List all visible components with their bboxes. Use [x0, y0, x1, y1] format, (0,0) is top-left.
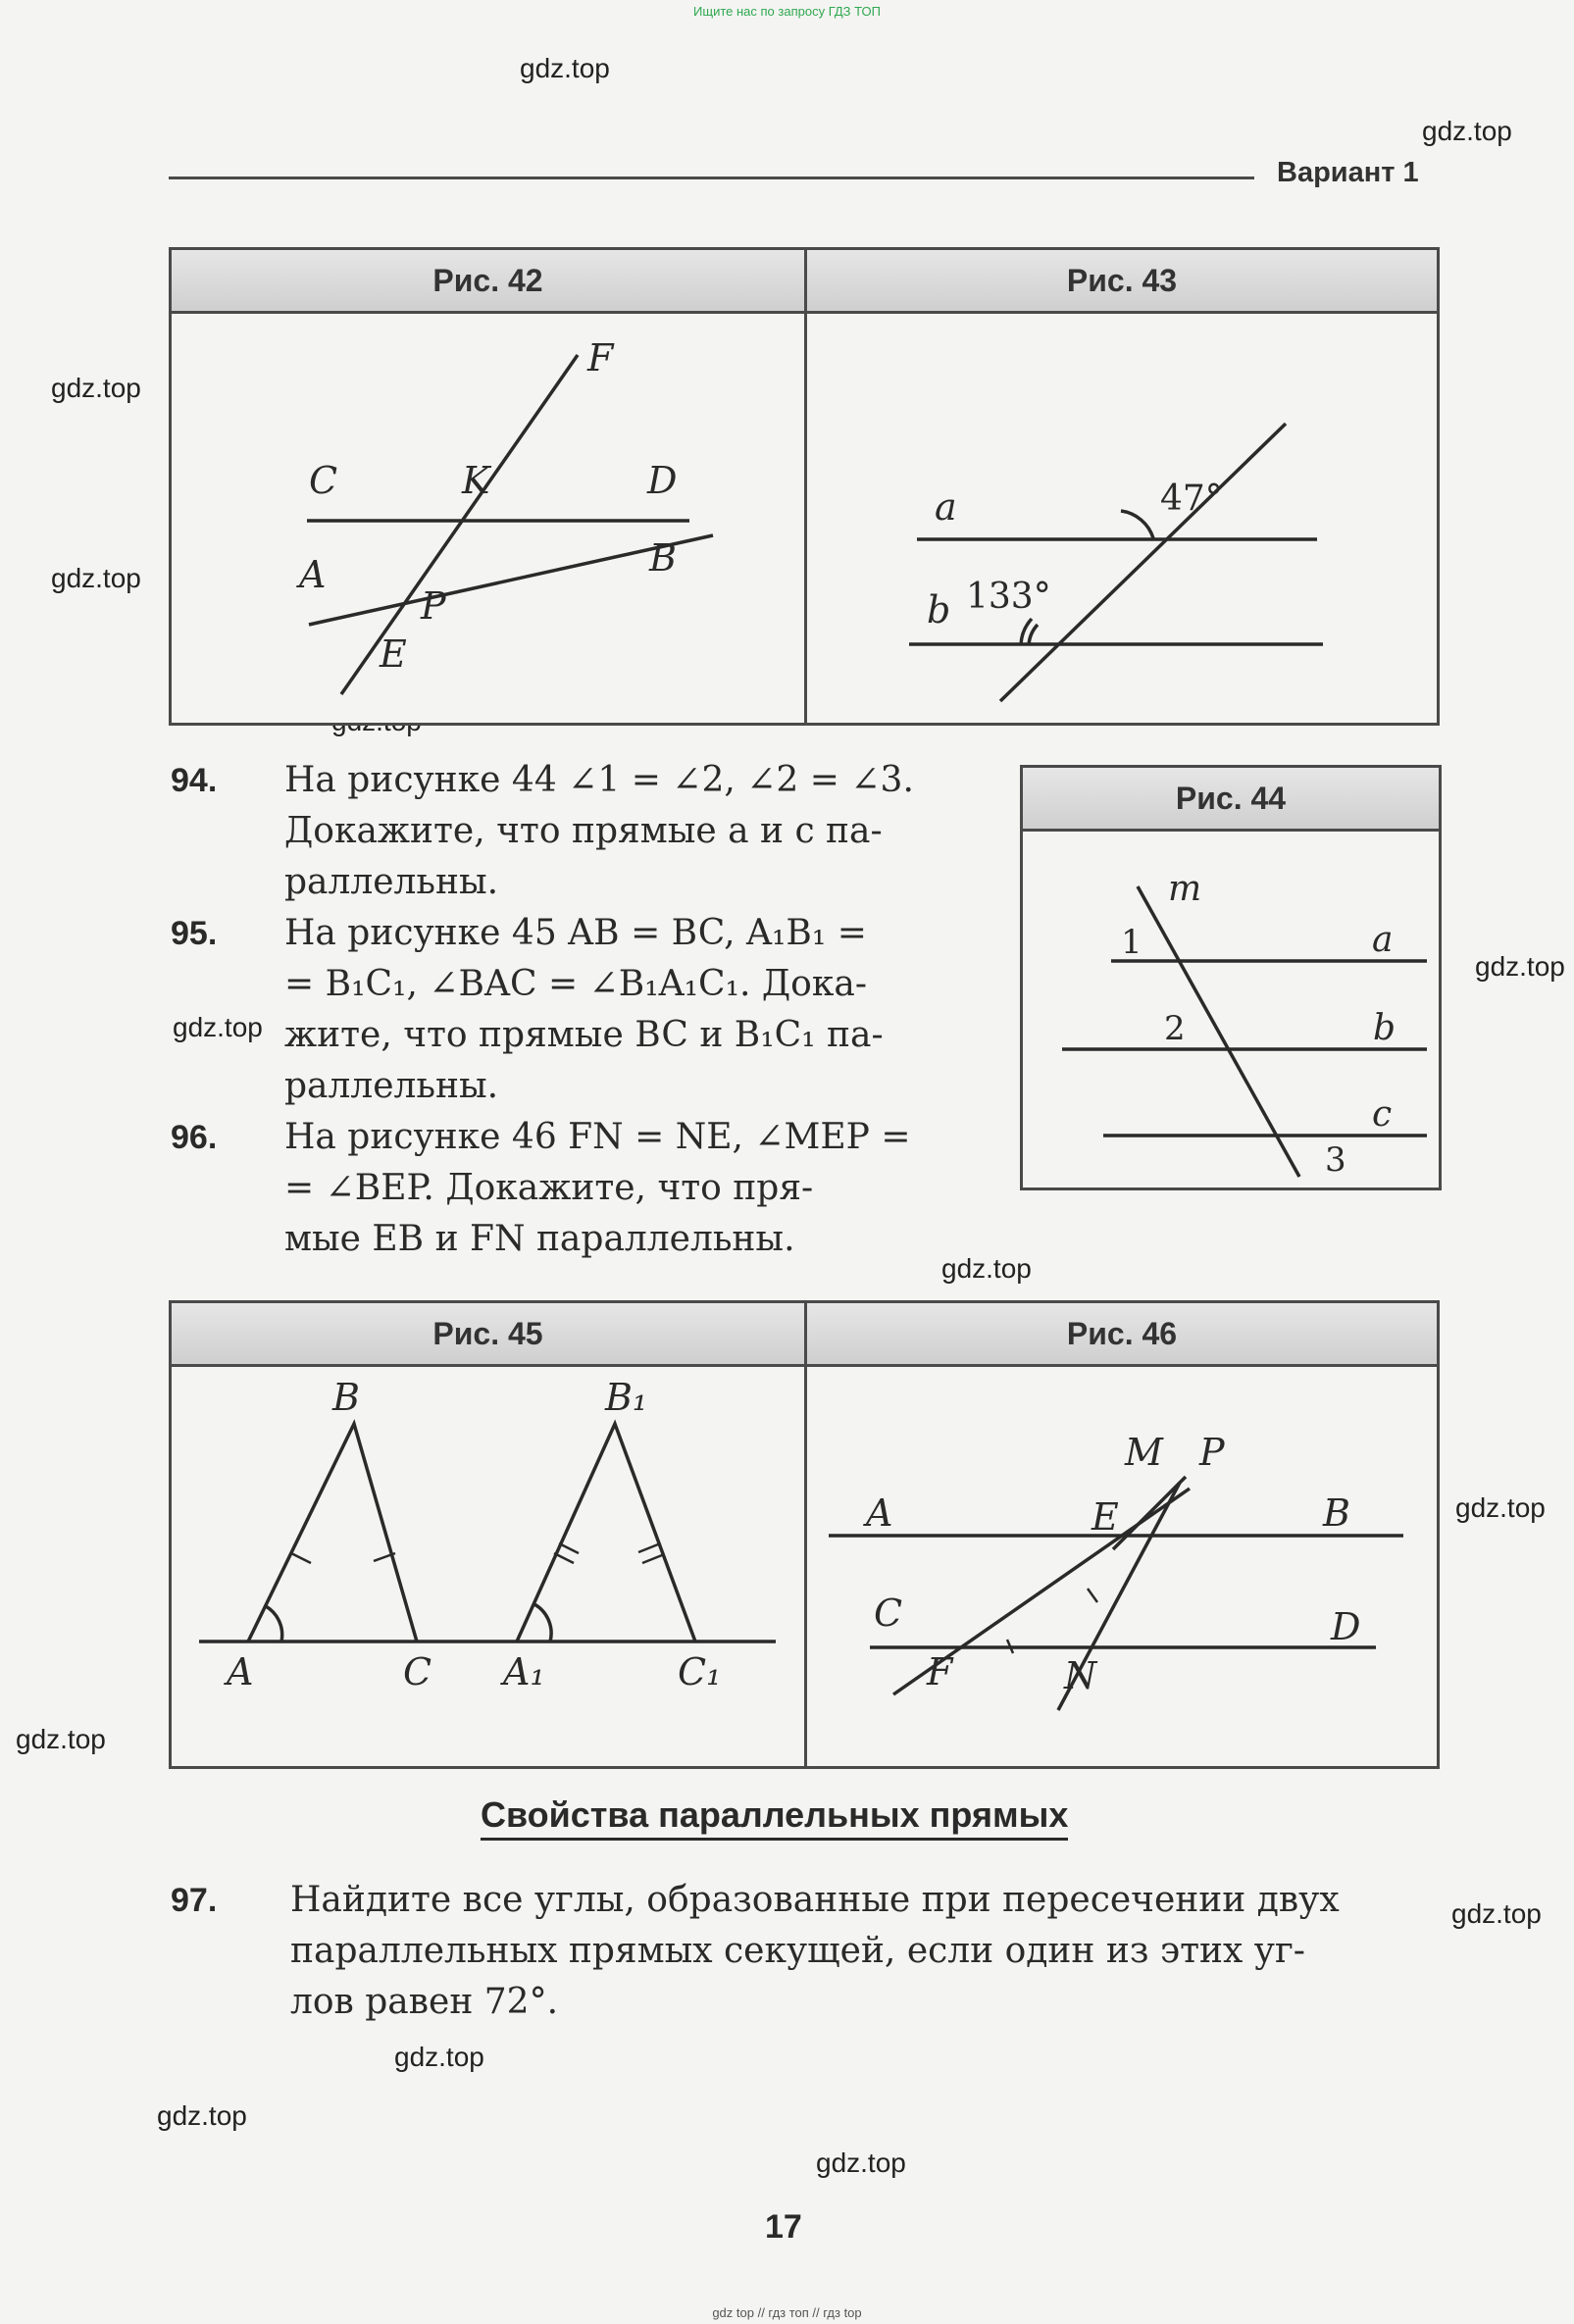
angle-arc-47	[1121, 511, 1153, 538]
transversal	[1000, 424, 1286, 701]
problem-line: мые EB и FN параллельны.	[284, 1219, 795, 1259]
problem-line: жите, что прямые BC и B₁C₁ па-	[284, 1015, 884, 1055]
angle-arc-A1	[534, 1604, 551, 1642]
problem-number: 97.	[171, 1882, 218, 1919]
label-A: A	[866, 1491, 893, 1535]
bottom-banner: gdz top // гдз топ // гдз top	[712, 2305, 862, 2320]
problem-94	[171, 755, 975, 908]
problem-95	[171, 908, 975, 1112]
figure-table-45-46	[169, 1300, 1440, 1769]
fig45-diagram	[172, 1367, 804, 1763]
problem-number: 94.	[171, 762, 218, 799]
line-EF	[341, 355, 578, 694]
label-B: B	[332, 1376, 360, 1419]
section-title: Свойства параллельных прямых	[481, 1794, 1068, 1841]
label-b: b	[927, 588, 951, 632]
label-C1: C₁	[678, 1650, 722, 1693]
tick-B1C1-2	[638, 1544, 658, 1552]
label-M: M	[1125, 1431, 1163, 1474]
angle-3-label: 3	[1325, 1140, 1346, 1180]
angle-1-label: 1	[1121, 923, 1142, 962]
fig44-title: Рис. 44	[1175, 781, 1287, 816]
fig46-diagram	[807, 1367, 1437, 1763]
fig45-title: Рис. 45	[432, 1316, 543, 1351]
label-E: E	[1092, 1495, 1119, 1539]
label-P: P	[1199, 1431, 1225, 1474]
page-number: 17	[765, 2208, 802, 2246]
figure-44-box	[1020, 765, 1442, 1190]
watermark: gdz.top	[394, 2042, 484, 2072]
label-m: m	[1168, 869, 1202, 909]
watermark: gdz.top	[520, 53, 610, 83]
label-C: C	[403, 1650, 432, 1693]
label-A: A	[227, 1650, 254, 1693]
label-P: P	[421, 584, 446, 628]
triangle-ABC	[248, 1424, 417, 1642]
label-D: D	[1331, 1605, 1361, 1648]
problem-line: раллельны.	[284, 1066, 499, 1106]
watermark: gdz.top	[1451, 1898, 1542, 1929]
header-rule	[169, 177, 1254, 179]
watermark: gdz.top	[816, 2147, 906, 2178]
label-K: K	[462, 459, 490, 502]
problem-97	[171, 1875, 1446, 2028]
problem-line: = B₁C₁, ∠BAC = ∠B₁A₁C₁. Дока-	[284, 964, 867, 1004]
fig44-diagram	[1023, 832, 1439, 1185]
label-a: a	[1372, 920, 1394, 960]
line-m	[1138, 886, 1299, 1177]
label-F: F	[587, 336, 614, 379]
label-C: C	[874, 1591, 903, 1635]
problem-96	[171, 1112, 975, 1265]
fig46-title: Рис. 46	[1066, 1316, 1178, 1351]
angle-47-label: 47°	[1160, 479, 1223, 519]
problem-line: лов равен 72°.	[290, 1982, 559, 2022]
label-a: a	[935, 485, 957, 529]
watermark: gdz.top	[1422, 116, 1512, 146]
watermark: gdz.top	[173, 1012, 263, 1042]
label-N: N	[1064, 1654, 1097, 1697]
problem-line: Докажите, что прямые a и c па-	[284, 811, 883, 851]
label-B1: B₁	[605, 1376, 648, 1419]
label-B: B	[649, 536, 677, 580]
label-E: E	[380, 632, 407, 676]
problem-number: 96.	[171, 1119, 218, 1156]
tick-B1C1-1	[642, 1555, 662, 1563]
problem-line: = ∠BEP. Докажите, что пря-	[284, 1168, 814, 1208]
angle-arc-133	[1029, 625, 1038, 645]
label-D: D	[647, 459, 678, 502]
watermark: gdz.top	[157, 2100, 247, 2131]
watermark: gdz.top	[51, 563, 141, 593]
label-C: C	[309, 459, 338, 502]
top-banner: Ищите нас по запросу ГДЗ ТОП	[693, 4, 881, 19]
fig43-title: Рис. 43	[1066, 263, 1178, 298]
problem-line: раллельны.	[284, 862, 499, 902]
label-b: b	[1373, 1008, 1396, 1048]
watermark: gdz.top	[1475, 951, 1565, 982]
angle-133-label: 133°	[966, 577, 1051, 617]
label-A: A	[299, 553, 327, 596]
watermark: gdz.top	[16, 1724, 106, 1754]
problem-number: 95.	[171, 915, 218, 952]
problem-line: На рисунке 45 AB = BC, A₁B₁ =	[284, 913, 867, 953]
tick-A1B1-2	[559, 1543, 579, 1553]
figure-table-42-43	[169, 247, 1440, 726]
label-A1: A₁	[503, 1650, 545, 1693]
problem-line: параллельных прямых секущей, если один из этих уг-	[290, 1931, 1305, 1971]
label-c: c	[1372, 1094, 1393, 1135]
fig42-diagram	[172, 314, 804, 720]
angle-arc-A	[266, 1606, 282, 1642]
tick-A1B1-1	[554, 1553, 574, 1563]
label-B: B	[1323, 1491, 1350, 1535]
problem-line: На рисунке 46 FN = NE, ∠MEP =	[284, 1117, 911, 1157]
variant-title: Вариант 1	[1277, 157, 1419, 188]
problem-line: Найдите все углы, образованные при пересечении двух	[290, 1880, 1340, 1920]
tick-AB	[291, 1553, 311, 1563]
watermark: gdz.top	[941, 1253, 1032, 1284]
watermark: gdz.top	[51, 373, 141, 403]
label-F: F	[927, 1650, 953, 1693]
fig43-diagram	[807, 314, 1437, 720]
watermark: gdz.top	[1455, 1492, 1546, 1523]
fig42-title: Рис. 42	[432, 263, 543, 298]
problem-line: На рисунке 44 ∠1 = ∠2, ∠2 = ∠3.	[284, 760, 914, 800]
triangle-A1B1C1	[517, 1424, 695, 1642]
angle-2-label: 2	[1164, 1009, 1186, 1048]
tick-NE	[1088, 1589, 1097, 1602]
